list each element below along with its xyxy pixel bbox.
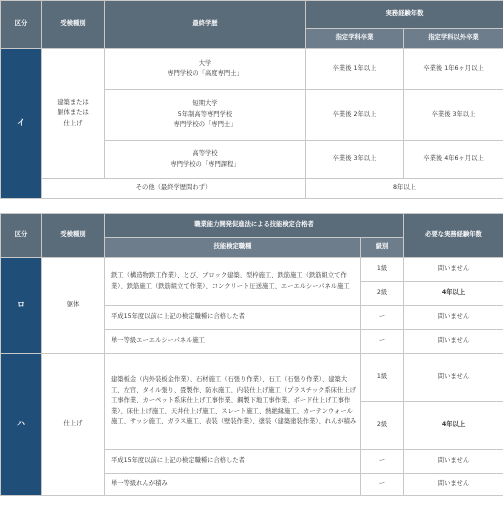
trades-ha: 建築板金（内外装板金作業）、石材施工（石張り作業）、石工（石張り作業）、建築大工、左官、タイル張り、畳製作、防水施工、内装仕上げ施工（プラスチック系床仕上げ工事作業、カーペット系床仕上げ工事作業、鋼製下地工事作業、ボード仕上げ工事作業）、床仕上げ施工、天井仕上げ施工、スレート施工、熱絶縁施工、カーテンウォール施工、サッシ施工、ガラス施工、表装（壁装作業）、塗装（建築塗装作業）、れんが積み: [105, 354, 361, 450]
h15-req-ro: 問いません: [404, 306, 503, 330]
grade1-ha: 1級: [361, 354, 404, 402]
exam-type-ha: 仕上げ: [42, 354, 105, 496]
education-university: 大学 専門学校の「高度専門士」: [105, 49, 306, 90]
non-designated-high-school: 卒業後 4年6ヶ月以上: [404, 141, 503, 179]
single-grade-ha: ー: [361, 474, 404, 496]
experience-other: 8年以上: [306, 179, 503, 199]
category-i: イ: [1, 49, 42, 199]
single-ha: 単一等級れんが積み: [105, 474, 361, 496]
education-junior-college: 短期大学 5年制高等専門学校 専門学校の「専門士」: [105, 90, 306, 141]
single-ro: 単一等級エーエルシーパネル施工: [105, 330, 361, 354]
header-non-designated: 指定学科以外卒業: [404, 29, 503, 49]
single-req-ro: 問いません: [404, 330, 503, 354]
designated-high-school: 卒業後 3年以上: [306, 141, 404, 179]
category-ro: ロ: [1, 258, 42, 354]
req1-ha: 問いません: [404, 354, 503, 402]
h15-ha: 平成15年度以前に上記の検定職種に合格した者: [105, 450, 361, 474]
header-exam-type-2: 受検種別: [42, 214, 105, 258]
header-division: 区分: [1, 1, 42, 49]
section-gap: [0, 199, 503, 213]
req2-ro: 4年以上: [404, 282, 503, 306]
education-high-school: 高等学校 専門学校の「専門課程」: [105, 141, 306, 179]
trades-ro: 鉄工（構造物鉄工作業）、とび、ブロック建築、型枠施工、鉄筋施工（鉄筋組立て作業）、鉄筋施工（鉄筋組立て作業）、コンクリート圧送施工、エーエルシーパネル施工: [105, 258, 361, 306]
skill-test-table: [0, 213, 503, 496]
header-required: 必要な実務経験年数: [404, 214, 503, 258]
designated-junior-college: 卒業後 2年以上: [306, 90, 404, 141]
single-req-ha: 問いません: [404, 474, 503, 496]
header-education: 最終学歴: [105, 1, 306, 49]
h15-grade-ha: ー: [361, 450, 404, 474]
header-experience: 実務経験年数: [306, 1, 503, 29]
header-exam-type: 受検種別: [42, 1, 105, 49]
h15-req-ha: 問いません: [404, 450, 503, 474]
exam-type-i: 建築または 躯体または 仕上げ: [42, 49, 105, 179]
exam-type-ro: 躯体: [42, 258, 105, 354]
designated-university: 卒業後 1年以上: [306, 49, 404, 90]
non-designated-university: 卒業後 1年6ヶ月以上: [404, 49, 503, 90]
grade1-ro: 1級: [361, 258, 404, 282]
req2-ha: 4年以上: [404, 402, 503, 450]
header-division-2: 区分: [1, 214, 42, 258]
header-designated: 指定学科卒業: [306, 29, 404, 49]
h15-ro: 平成15年度以前に上記の検定職種に合格した者: [105, 306, 361, 330]
req1-ro: 問いません: [404, 258, 503, 282]
non-designated-junior-college: 卒業後 3年以上: [404, 90, 503, 141]
single-grade-ro: ー: [361, 330, 404, 354]
header-skill-test: 技能検定職種: [105, 238, 361, 258]
category-ha: ハ: [1, 354, 42, 496]
grade2-ha: 2級: [361, 402, 404, 450]
header-qualified: 職業能力開発促進法による技能検定合格者: [105, 214, 404, 238]
grade2-ro: 2級: [361, 282, 404, 306]
h15-grade-ro: ー: [361, 306, 404, 330]
education-table: [0, 0, 503, 199]
education-other: その他（最終学歴問わず）: [42, 179, 306, 199]
header-grade: 級別: [361, 238, 404, 258]
